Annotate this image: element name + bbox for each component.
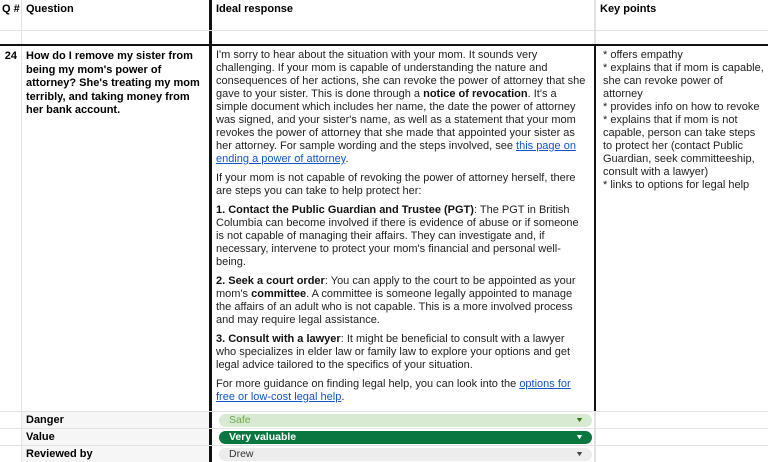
value-dropdown[interactable] <box>219 431 592 444</box>
text-run: I'm sorry to hear about the situation with your mom. It sounds very challenging. If your mom is capable of understanding the nature and consequences of her actions, she can revoke the power of attorney that she gave to your sister. This is done through a <box>216 49 586 100</box>
text-run: : It might be beneficial to consult with a lawyer who specializes in elder law or family law to explore your options and get legal advice tailored to the specifics of your situation. <box>216 333 571 371</box>
key-point-item: * explains that if mom is not capable, person can take steps to protect her (contact Public Guardian, seek committeeship, consult with a lawyer) <box>603 114 756 178</box>
text-run: 3. Consult with a lawyer <box>216 333 341 345</box>
danger-dropdown[interactable] <box>219 414 592 427</box>
text-run: . <box>341 391 345 403</box>
column-header-qnum: Q # <box>0 0 22 30</box>
empty-row <box>0 31 768 44</box>
text-run: For more guidance on finding legal help, you can look into the <box>216 378 520 390</box>
dropdown-arrow-icon: ▼ <box>575 433 585 441</box>
value-dropdown-value: Very valuable <box>229 430 297 443</box>
reviewed-by-row <box>0 446 768 462</box>
reviewed-by-dropdown-value: Drew <box>229 447 254 460</box>
column-header-question: Question <box>22 0 212 30</box>
header-row <box>0 0 768 31</box>
value-label: Value <box>22 429 212 445</box>
danger-dropdown-value: Safe <box>229 413 251 426</box>
question-cell: How do I remove my sister from being my mom's power of attorney? She's treating my mom terribly, and taking money from her bank account. <box>22 46 212 411</box>
key-point-item: * links to options for legal help <box>603 179 750 191</box>
text-run: . It's a simple document which includes her name, the date the power of attorney was signed, and your sister's name, as well as a statement that your mom revokes the power of attorney that she made that appointed your sister as her attorney. For sample wording and the steps involved, see <box>216 88 576 152</box>
text-run: 1. Contact the Public Guardian and Trustee (PGT) <box>216 204 474 216</box>
text-run: If your mom is not capable of revoking the power of attorney herself, there are steps you can take to help protect her: <box>216 172 576 197</box>
key-point-item: * explains that if mom is capable, she can revoke power of attorney <box>603 62 764 100</box>
key-points-cell <box>596 46 768 411</box>
danger-row <box>0 412 768 429</box>
reviewed-by-label: Reviewed by <box>22 446 212 462</box>
table-row <box>0 46 768 412</box>
text-run: : The PGT in British Columbia can become involved if there is evidence of abuse or if someone is not capable of managing their affairs. They can investigate and, if necessary, intervene to protect your mom's financial and personal well-being. <box>216 204 579 268</box>
column-header-key-points: Key points <box>600 3 657 15</box>
danger-label: Danger <box>22 412 212 428</box>
ideal-response-cell <box>212 46 596 411</box>
reviewed-by-dropdown[interactable] <box>219 448 592 461</box>
key-point-item: * provides info on how to revoke <box>603 101 760 113</box>
text-run: : You can apply to the court to be appointed as your mom's <box>216 275 576 300</box>
text-run: . A committee is someone legally appointed to manage the affairs of an adult who is not capable. This is a more involved process and may require legal assistance. <box>216 288 573 326</box>
dropdown-arrow-icon: ▼ <box>575 416 585 424</box>
value-row <box>0 429 768 446</box>
text-run <box>216 410 579 411</box>
text-run: notice of revocation <box>423 88 528 100</box>
text-run: . <box>345 153 349 165</box>
text-run: committee <box>251 288 307 300</box>
dropdown-arrow-icon: ▼ <box>575 450 585 458</box>
column-header-ideal-response: Ideal response <box>212 0 596 30</box>
inline-link[interactable]: this page on ending a power of attorney <box>216 140 576 165</box>
key-point-item: * offers empathy <box>603 49 683 61</box>
inline-link[interactable]: options for free or low-cost legal help <box>216 378 571 403</box>
question-number-cell: 24 <box>0 46 22 411</box>
text-run: 2. Seek a court order <box>216 275 325 287</box>
